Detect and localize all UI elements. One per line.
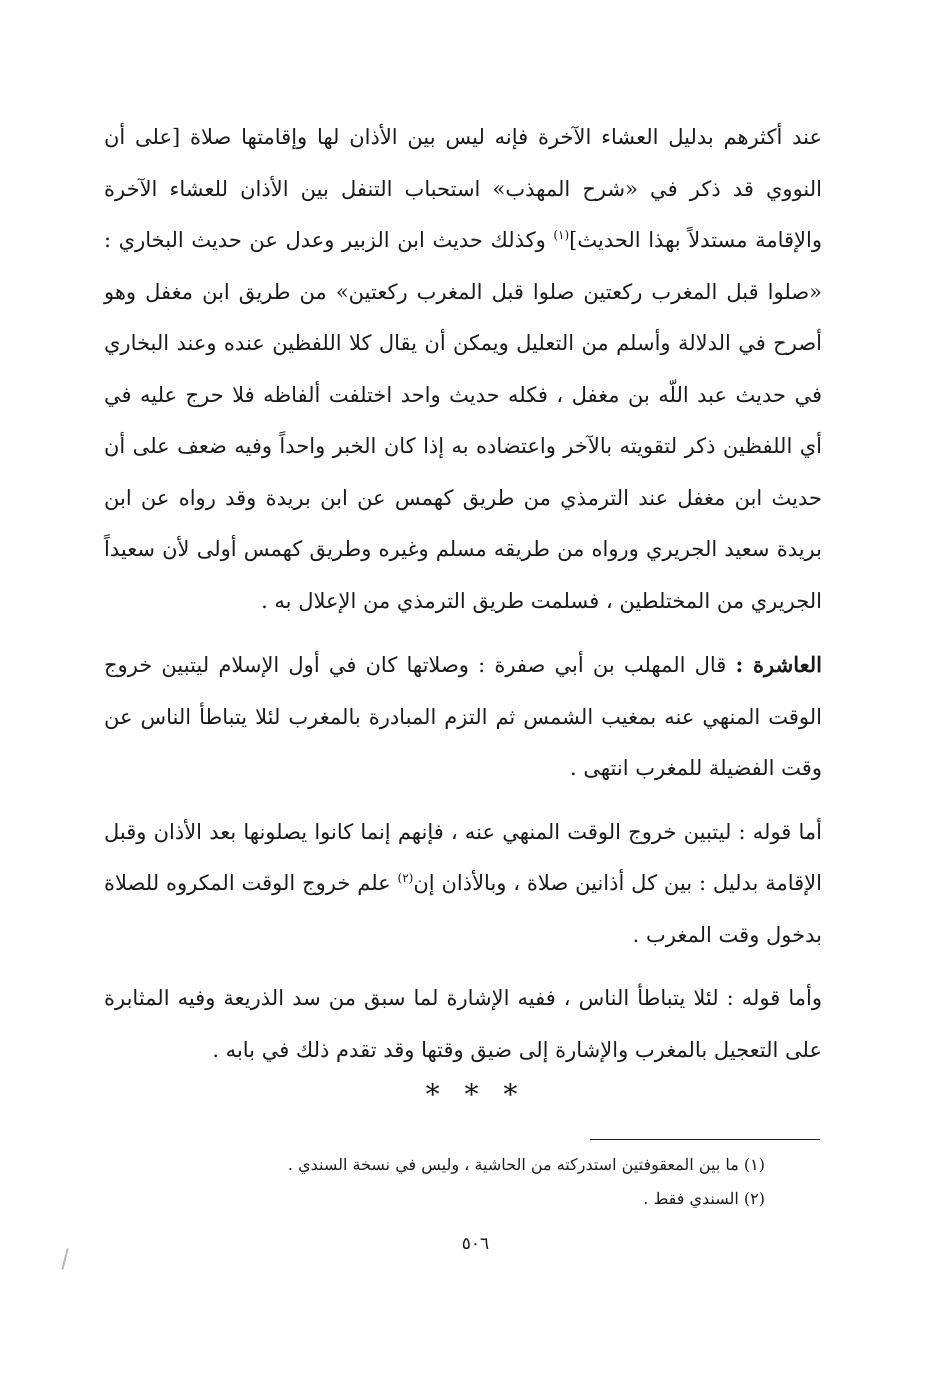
paragraph-1-text: عند أكثرهم بدليل العشاء الآخرة فإنه ليس بين الأذان لها وإقامتها صلاة [على أن النووي قد ذكر في «شرح المهذب» استحباب التنفل بين الأذان للعشاء الآخرة والإقامة مستدلاً بهذا الحديث] xyxy=(104,125,822,252)
footnote-ref-1: (١) xyxy=(553,228,570,242)
paragraph-3-continuation: علم خروج الوقت المكروه للصلاة بدخول وقت المغرب . xyxy=(104,871,822,947)
footnote-ref-2: (٢) xyxy=(397,871,414,885)
paragraph-4 xyxy=(104,973,822,1076)
page-number: ٥٠٦ xyxy=(461,1234,490,1254)
main-text xyxy=(104,112,822,1076)
paragraph-1-continuation: وكذلك حديث ابن الزبير وعدل عن حديث البخاري : «صلوا قبل المغرب ركعتين صلوا قبل المغرب ركعتين» من طريق ابن مغفل وهو أصرح في الدلالة وأسلم من التعليل ويمكن أن يقال كلا اللفظين عنده وعند البخاري في حديث عبد اللّه بن مغفل ، فكله حديث واحد اختلفت ألفاظه فلا حرج عليه في أي اللفظين ذكر لتقويته بالآخر واعتضاده به إذا كان الخبر واحداً وفيه ضعف على أن حديث ابن مغفل عند الترمذي من طريق كهمس عن ابن بريدة وقد رواه عن ابن بريدة سعيد الجريري ورواه من طريقه مسلم وغيره وطريق كهمس أولى لأن سعيداً الجريري من المختلطين ، فسلمت طريق الترمذي من الإعلال به . xyxy=(104,228,822,613)
paragraph-3 xyxy=(104,807,822,962)
footnote-2: (٢) السندي فقط . xyxy=(643,1189,765,1208)
footnotes xyxy=(250,1148,765,1216)
paragraph-2-lead: العاشرة : xyxy=(735,652,822,677)
section-separator: * * * xyxy=(425,1078,526,1111)
footnote-divider xyxy=(590,1139,820,1140)
footnote-1: (١) ما بين المعقوفتين استدركته من الحاشية ، وليس في نسخة السندي . xyxy=(287,1155,765,1174)
paragraph-1 xyxy=(104,112,822,627)
paragraph-2-text: قال المهلب بن أبي صفرة : وصلاتها كان في أول الإسلام ليتبين خروج الوقت المنهي عنه بمغيب الشمس ثم التزم المبادرة بالمغرب لئلا يتباطأ الناس عن وقت الفضيلة للمغرب انتهى . xyxy=(104,653,822,780)
paragraph-3-text: أما قوله : ليتبين خروج الوقت المنهي عنه ، فإنهم إنما كانوا يصلونها بعد الأذان وقبل الإقامة بدليل : بين كل أذانين صلاة ، وبالأذان إن xyxy=(104,819,822,895)
paragraph-2 xyxy=(104,639,822,795)
paragraph-4-text: وأما قوله : لئلا يتباطأ الناس ، ففيه الإشارة لما سبق من سد الذريعة وفيه المثابرة على التعجيل بالمغرب والإشارة إلى ضيق وقتها وقد تقدم ذلك في بابه . xyxy=(104,986,822,1062)
